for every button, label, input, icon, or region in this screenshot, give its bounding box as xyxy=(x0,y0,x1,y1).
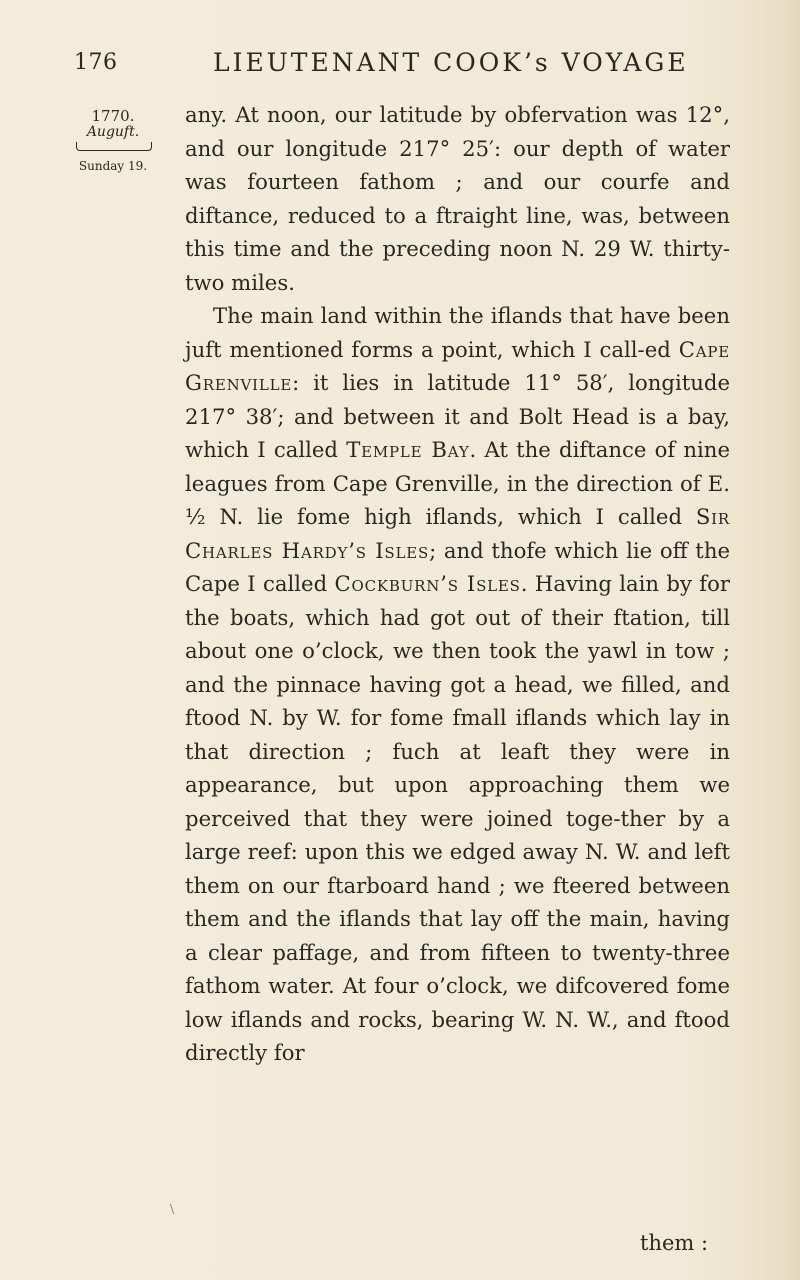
paragraph-2-text-c: . At the diftance of nine leagues from Cape Grenville, in the direction of E. ½ N. lie fome high iflands, which I called xyxy=(185,437,730,529)
place-cockburns-isles: Cockburn’s Isles xyxy=(334,571,521,596)
paragraph-2 xyxy=(185,299,730,1070)
margin-month: Auguft. xyxy=(86,124,140,140)
margin-year: 1770. xyxy=(91,107,135,125)
place-cape-grenville: Cape Grenville xyxy=(185,336,730,395)
catchword: them : xyxy=(640,1231,709,1255)
paragraph-2-text-a: The main land within the iflands that have been juft mentioned forms a point, which I call-ed xyxy=(185,303,730,362)
page-number: 176 xyxy=(74,50,118,75)
paragraph-1: any. At noon, our latitude by obfervation was 12°, and our longitude 217° 25′: our depth of water was fourteen fathom ; and our courfe and diftance, reduced to a ftraight line, was, between this time and the preceding noon N. 29 W. thirty-two miles. xyxy=(185,102,730,295)
place-temple-bay: Temple Bay xyxy=(346,437,470,462)
paragraph-2-text-b: : it lies in latitude 11° 58′, longitude 217° 38′; and between it and Bolt Head is a bay, which I called xyxy=(185,370,730,462)
margin-brace xyxy=(76,142,152,151)
running-head: LIEUTENANT COOK’s VOYAGE xyxy=(213,48,689,77)
paragraph-2-text-e: . Having lain by for the boats, which had got out of their ftation, till about one o’clock, we then took the yawl in tow ; and the pinnace having got a head, we filled, and ftood N. by W. for fome fmall iflands which lay in that direction ; fuch at leaft they were in appearance, but upon approaching them we perceived that they were joined toge-ther by a large reef: upon this we edged away N. W. and left them on our ftarboard hand ; we fteered between them and the iflands that lay off the main, having a clear paffage, and from fifteen to twenty-three fathom water. At four o’clock, we difcovered fome low iflands and rocks, bearing W. N. W., and ftood directly for xyxy=(185,571,731,1065)
body-text xyxy=(185,98,730,1070)
place-sir-charles-hardys-isles: Sir Charles Hardy’s Isles xyxy=(185,504,730,563)
ink-mark-icon: \ xyxy=(170,1202,175,1216)
paragraph-2-text-d: ; and thofe which lie off the Cape I called xyxy=(185,537,731,596)
margin-day: Sunday 19. xyxy=(78,159,148,173)
